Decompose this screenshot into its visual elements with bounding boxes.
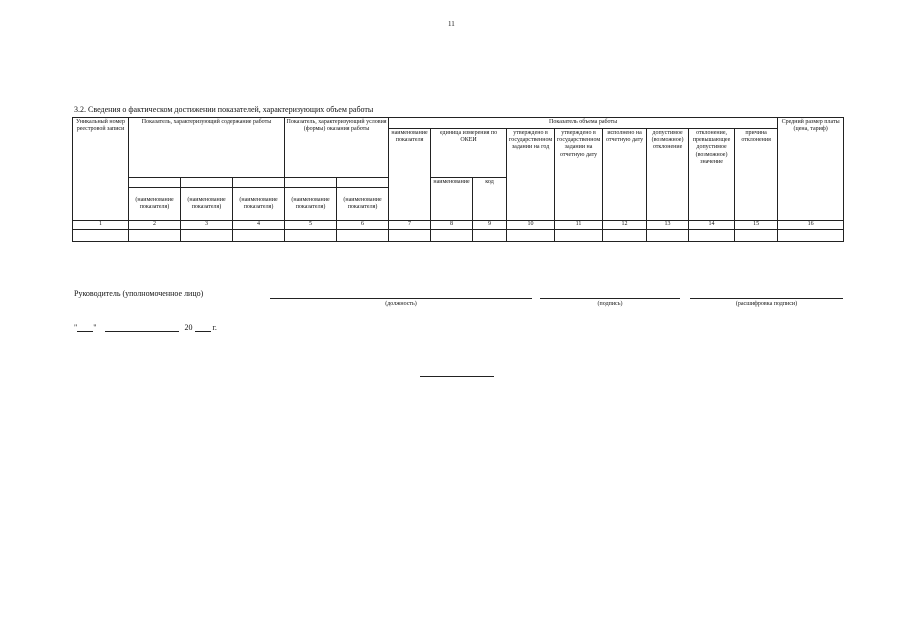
- empty-cell: [129, 230, 181, 242]
- header-content-indicator: Показатель, характеризующий содержание работы: [129, 118, 285, 178]
- quote-close: ": [93, 323, 97, 332]
- column-number: 13: [647, 221, 689, 230]
- column-number: 2: [129, 221, 181, 230]
- subheader-indicator-name-3: (наименование показателя): [233, 188, 285, 221]
- signature-caption: (подпись): [597, 301, 623, 307]
- position-line: [270, 298, 532, 299]
- header-conditions-indicator: Показатель, характеризующий условия (формы) оказания работы: [285, 118, 389, 178]
- header-approved-year: утверждено в государственном задании на год: [507, 129, 555, 221]
- header-unit-name: наименование: [431, 178, 473, 221]
- year-blank: [195, 323, 211, 332]
- column-number: 6: [337, 221, 389, 230]
- subheader-indicator-name-2: (наименование показателя): [181, 188, 233, 221]
- header-avg-fee: Средний размер платы (цена, тариф): [778, 118, 844, 221]
- header-unit-code: код: [473, 178, 507, 221]
- empty-cell: [473, 230, 507, 242]
- header-approved-date: утверждено в государственном задании на отчетную дату: [555, 129, 603, 221]
- subheader-indicator-name-5: (наименование показателя): [337, 188, 389, 221]
- column-number: 4: [233, 221, 285, 230]
- column-number: 12: [603, 221, 647, 230]
- column-number: 10: [507, 221, 555, 230]
- column-number: 8: [431, 221, 473, 230]
- header-unique-number: Уникальный номер реестровой записи: [73, 118, 129, 221]
- year-prefix: 20: [184, 323, 193, 332]
- decoding-line: [690, 298, 843, 299]
- year-suffix: г.: [212, 323, 217, 332]
- column-number: 1: [73, 221, 129, 230]
- empty-cell: [73, 230, 129, 242]
- empty-cell: [181, 230, 233, 242]
- column-number: 15: [735, 221, 778, 230]
- signature-label: Руководитель (уполномоченное лицо): [74, 289, 204, 298]
- empty-cell: [778, 230, 844, 242]
- signature-line: [540, 298, 680, 299]
- empty-cell: [337, 230, 389, 242]
- header-allowed-deviation: допустимое (возможное) отклонение: [647, 129, 689, 221]
- header-unit: единица измерения по ОКЕИ: [431, 129, 507, 178]
- page-number: 11: [448, 20, 455, 28]
- empty-cell: [555, 230, 603, 242]
- column-number: 14: [689, 221, 735, 230]
- content-blank-2: [181, 178, 233, 188]
- section-title: 3.2. Сведения о фактическом достижении показателей, характеризующих объем работы: [74, 105, 374, 114]
- empty-cell: [431, 230, 473, 242]
- empty-cell: [389, 230, 431, 242]
- column-number: 9: [473, 221, 507, 230]
- month-blank: [105, 323, 179, 332]
- column-number: 11: [555, 221, 603, 230]
- column-number: 5: [285, 221, 337, 230]
- header-volume-indicator: Показатель объема работы: [389, 118, 778, 129]
- header-exceeding-deviation: отклонение, превышающее допустимое (возможное) значение: [689, 129, 735, 221]
- decoding-caption: (расшифровка подписи): [735, 301, 798, 307]
- day-blank: [77, 323, 93, 332]
- subheader-indicator-name-4: (наименование показателя): [285, 188, 337, 221]
- empty-cell: [603, 230, 647, 242]
- empty-cell: [233, 230, 285, 242]
- empty-cell: [507, 230, 555, 242]
- content-blank-1: [129, 178, 181, 188]
- empty-cell: [285, 230, 337, 242]
- conditions-blank-1: [285, 178, 337, 188]
- volume-report-table: [72, 117, 844, 242]
- column-number: 3: [181, 221, 233, 230]
- column-number: 16: [778, 221, 844, 230]
- column-number: 7: [389, 221, 431, 230]
- subheader-indicator-name-1: (наименование показателя): [129, 188, 181, 221]
- footer-rule: [420, 376, 494, 377]
- empty-cell: [735, 230, 778, 242]
- date-line: [74, 323, 217, 332]
- empty-cell: [689, 230, 735, 242]
- header-indicator-name: наименование показателя: [389, 129, 431, 221]
- header-executed: исполнено на отчетную дату: [603, 129, 647, 221]
- empty-cell: [647, 230, 689, 242]
- header-deviation-reason: причина отклонения: [735, 129, 778, 221]
- conditions-blank-2: [337, 178, 389, 188]
- content-blank-3: [233, 178, 285, 188]
- position-caption: (должность): [385, 301, 417, 307]
- quote-open: ": [74, 323, 78, 332]
